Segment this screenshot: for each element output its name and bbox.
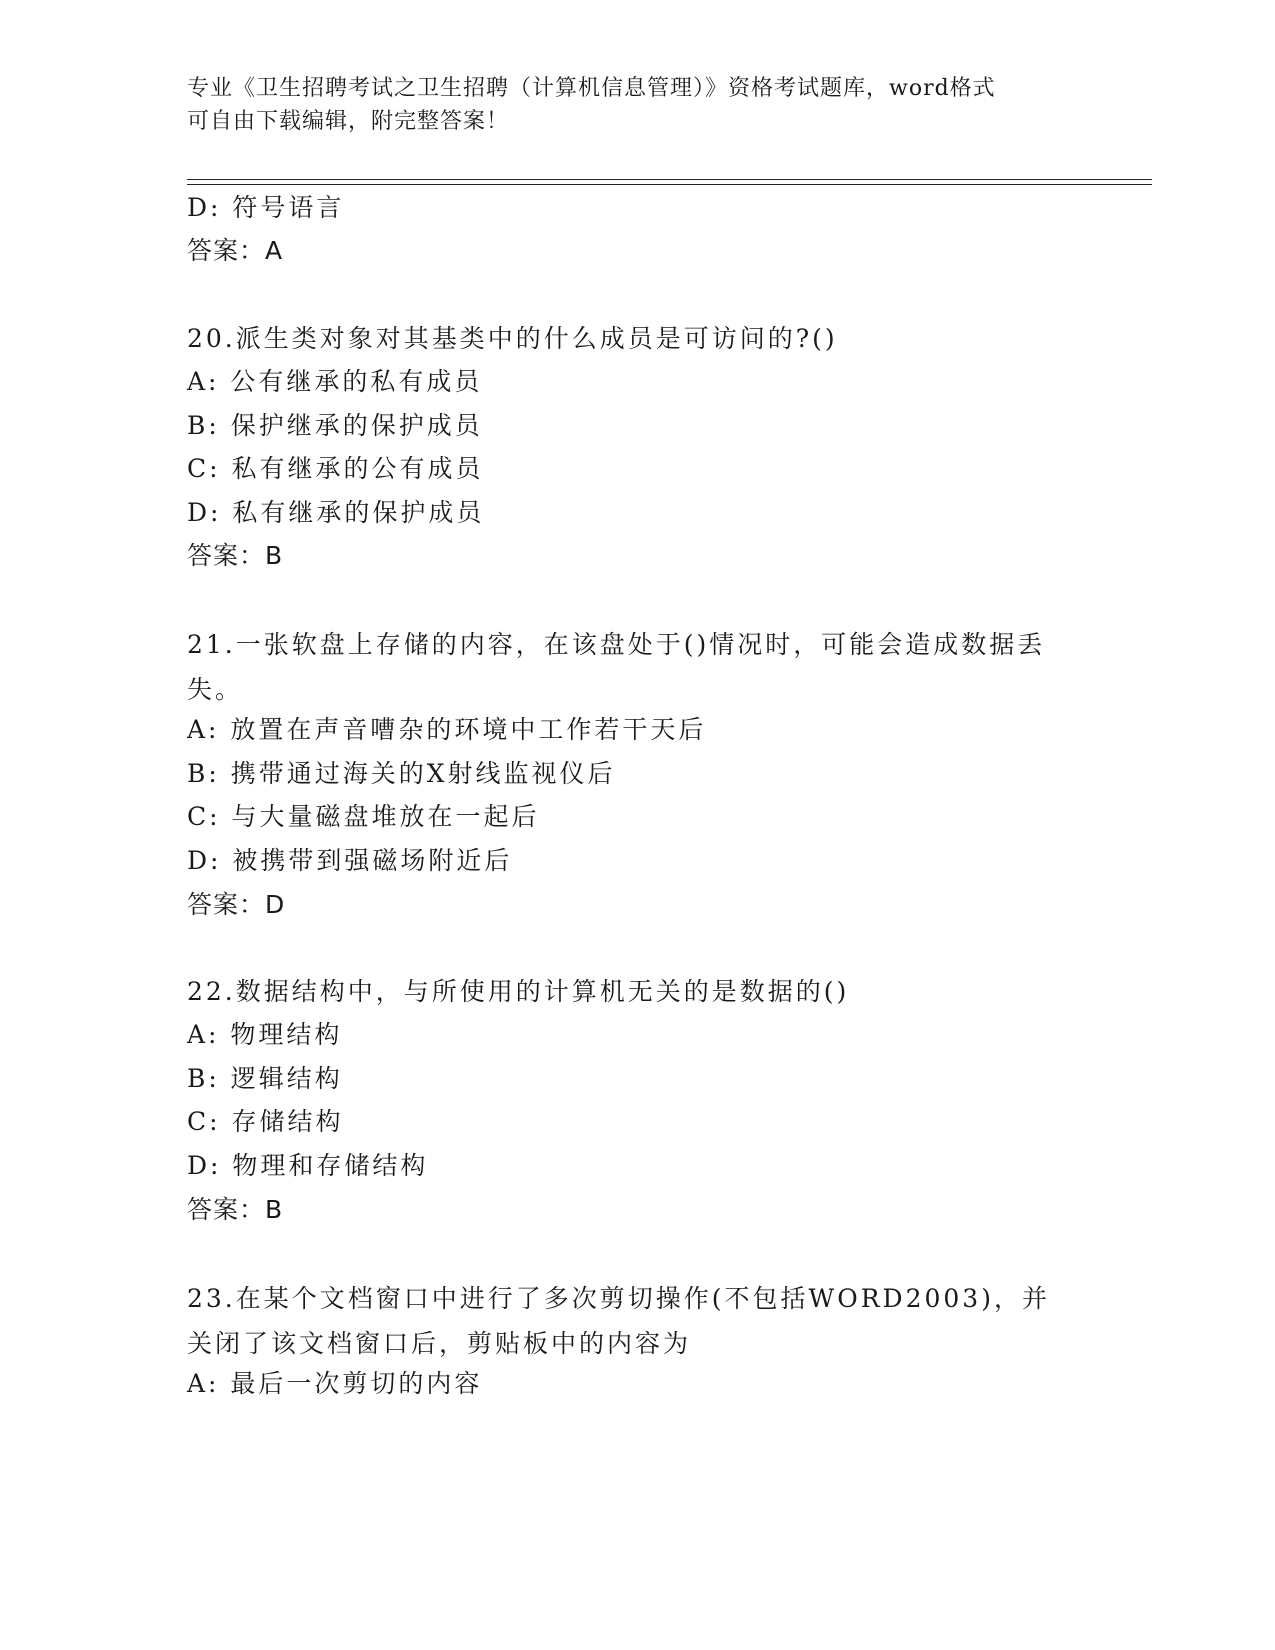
option-a: A: 最后一次剪切的内容 xyxy=(187,1369,483,1398)
option-c: C: 存储结构 xyxy=(187,1107,344,1136)
header-line-2: 可自由下载编辑，附完整答案！ xyxy=(187,109,510,134)
option-b: B: 携带通过海关的X射线监视仪后 xyxy=(187,759,616,788)
option-d: D: 被携带到强磁场附近后 xyxy=(187,846,513,875)
option-c: C: 私有继承的公有成员 xyxy=(187,454,484,483)
question-stem: 22.数据结构中，与所使用的计算机无关的是数据的() xyxy=(187,977,850,1006)
header-line-1: 专业《卫生招聘考试之卫生招聘（计算机信息管理）》资格考试题库，word格式 xyxy=(187,76,996,101)
answer: 答案：A xyxy=(187,236,284,265)
option-b: B: 保护继承的保护成员 xyxy=(187,411,483,440)
option-b: B: 逻辑结构 xyxy=(187,1064,343,1093)
answer: 答案：B xyxy=(187,1195,284,1224)
option-d: D: 私有继承的保护成员 xyxy=(187,498,485,527)
question-stem: 21.一张软盘上存储的内容，在该盘处于()情况时，可能会造成数据丢失。 xyxy=(187,630,1046,704)
answer: 答案：B xyxy=(187,541,284,570)
answer: 答案：D xyxy=(187,890,286,919)
header-divider-top xyxy=(187,179,1152,180)
option-d: D: 符号语言 xyxy=(187,193,345,222)
option-c: C: 与大量磁盘堆放在一起后 xyxy=(187,802,540,831)
question-stem: 23.在某个文档窗口中进行了多次剪切操作(不包括WORD2003)，并关闭了该文档窗口后，剪贴板中的内容为 xyxy=(187,1284,1050,1358)
option-a: A: 公有继承的私有成员 xyxy=(187,367,483,396)
document-header xyxy=(187,72,1067,138)
header-divider-bottom xyxy=(187,184,1152,185)
option-a: A: 放置在声音嘈杂的环境中工作若干天后 xyxy=(187,715,707,744)
question-stem: 20.派生类对象对其基类中的什么成员是可访问的?() xyxy=(187,324,838,353)
option-d: D: 物理和存储结构 xyxy=(187,1151,429,1180)
option-a: A: 物理结构 xyxy=(187,1020,343,1049)
